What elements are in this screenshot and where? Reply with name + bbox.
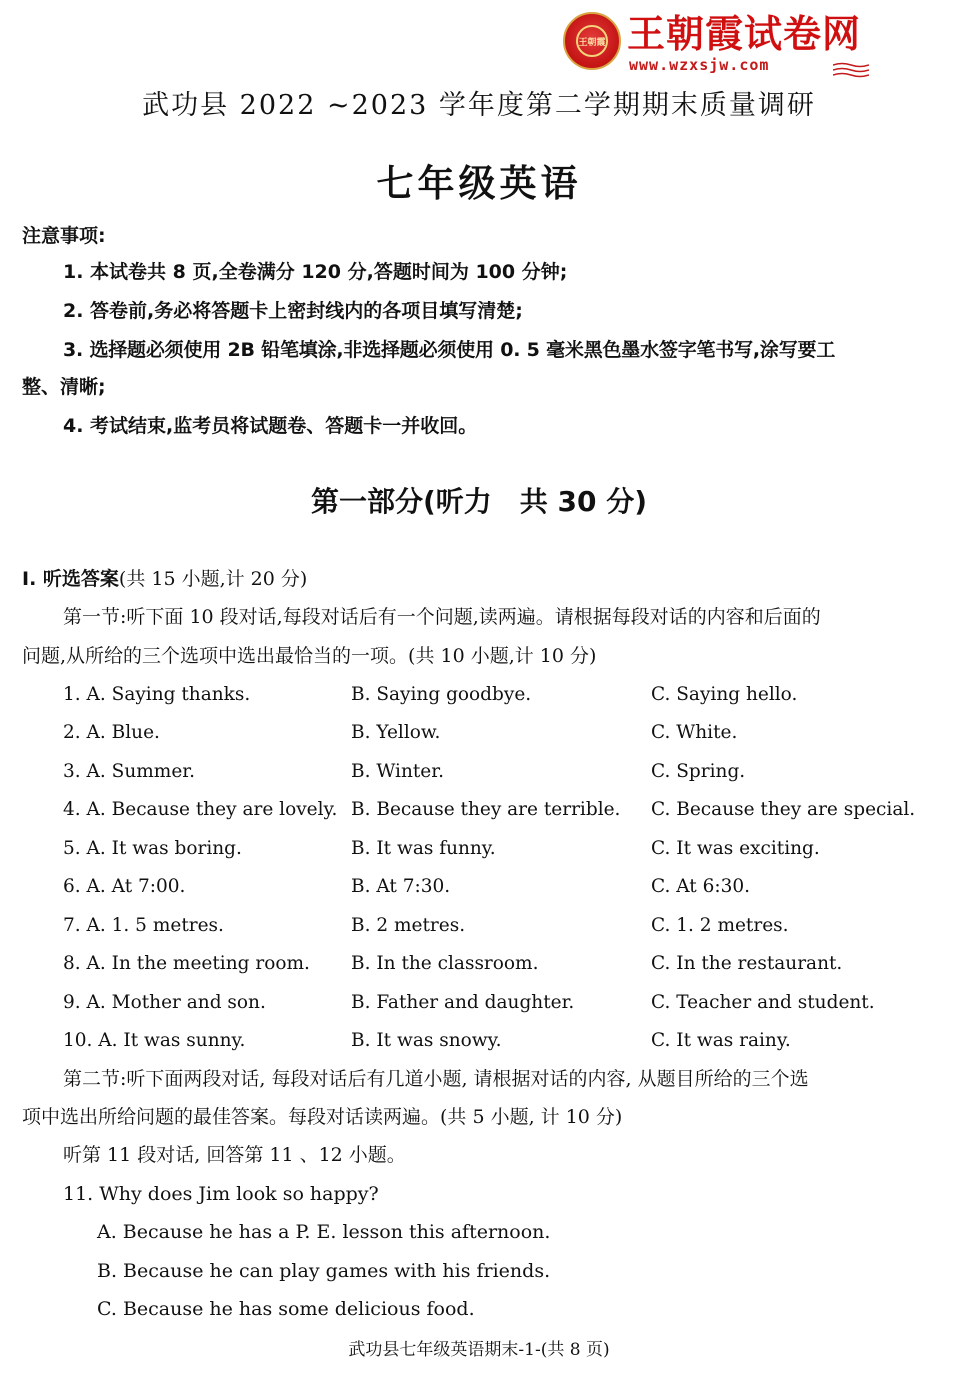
question-11-option-a: A. Because he has a P. E. lesson this afternoon. [97, 1221, 551, 1243]
question-row [0, 718, 958, 748]
question-row [0, 872, 958, 902]
option-a: 8. A. In the meeting room. [63, 953, 310, 974]
option-b: B. Saying goodbye. [351, 684, 532, 705]
exam-title: 武功县 2022 ~2023 学年度第二学期期末质量调研 [142, 90, 816, 121]
question-11-option-c: C. Because he has some delicious food. [97, 1298, 475, 1320]
logo-url: www.wzxsjw.com [629, 56, 770, 74]
option-a: 2. A. Blue. [63, 722, 160, 743]
option-c: C. At 6:30. [651, 876, 751, 897]
question-row [0, 834, 958, 864]
section-heading-bold: Ⅰ. 听选答案 [22, 568, 119, 590]
seal-text: 王朝霞 [576, 25, 608, 57]
option-b: B. Father and daughter. [351, 992, 575, 1013]
question-row [0, 757, 958, 787]
option-b: B. In the classroom. [351, 953, 539, 974]
page-footer: 武功县七年级英语期末-1-(共 8 页) [348, 1340, 610, 1360]
option-b: B. It was snowy. [351, 1030, 502, 1051]
subsection2-line-1: 第二节:听下面两段对话, 每段对话后有几道小题, 请根据对话的内容, 从题目所给的三个选 [63, 1068, 809, 1090]
question-11-stem: 11. Why does Jim look so happy? [63, 1183, 379, 1205]
notice-item-3-cont: 整、清晰; [22, 376, 106, 398]
question-row [0, 949, 958, 979]
question-row [0, 680, 958, 710]
subsection1-line-2: 问题,从所给的三个选项中选出最恰当的一项。(共 10 小题,计 10 分) [22, 645, 597, 667]
subsection1-line-1: 第一节:听下面 10 段对话,每段对话后有一个问题,读两遍。请根据每段对话的内容和后面的 [63, 606, 821, 628]
logo-name: 王朝霞试卷网 [627, 12, 862, 56]
option-a: 9. A. Mother and son. [63, 992, 266, 1013]
question-11-option-b: B. Because he can play games with his friends. [97, 1260, 551, 1282]
question-row [0, 988, 958, 1018]
option-c: C. In the restaurant. [651, 953, 843, 974]
site-logo [563, 12, 873, 74]
option-c: C. White. [651, 722, 738, 743]
option-b: B. 2 metres. [351, 915, 466, 936]
option-a: 1. A. Saying thanks. [63, 684, 251, 705]
option-a: 5. A. It was boring. [63, 838, 242, 859]
option-c: C. 1. 2 metres. [651, 915, 789, 936]
seal-emblem-icon [563, 12, 621, 70]
question-row [0, 911, 958, 941]
question-row [0, 795, 958, 825]
notice-item-3: 3. 选择题必须使用 2B 铅笔填涂,非选择题必须使用 0. 5 毫米黑色墨水签字笔书写,涂写要工 [63, 339, 836, 361]
wave-lines-icon [833, 62, 869, 78]
option-b: B. It was funny. [351, 838, 496, 859]
option-a: 10. A. It was sunny. [63, 1030, 246, 1051]
option-b: B. Because they are terrible. [351, 799, 621, 820]
option-c: C. It was rainy. [651, 1030, 791, 1051]
option-b: B. Winter. [351, 761, 444, 782]
option-b: B. Yellow. [351, 722, 441, 743]
option-c: C. Saying hello. [651, 684, 798, 705]
option-b: B. At 7:30. [351, 876, 451, 897]
notice-item-4: 4. 考试结束,监考员将试题卷、答题卡一并收回。 [63, 415, 478, 437]
option-a: 6. A. At 7:00. [63, 876, 186, 897]
part-one-title: 第一部分(听力 共 30 分) [310, 485, 648, 518]
option-c: C. Because they are special. [651, 799, 916, 820]
option-a: 3. A. Summer. [63, 761, 195, 782]
notice-heading: 注意事项: [22, 225, 106, 247]
subject-title: 七年级英语 [376, 162, 582, 205]
section-heading [22, 565, 307, 593]
dialogue-intro: 听第 11 段对话, 回答第 11 、12 小题。 [63, 1144, 406, 1166]
notice-item-1: 1. 本试卷共 8 页,全卷满分 120 分,答题时间为 100 分钟; [63, 261, 568, 283]
option-a: 4. A. Because they are lovely. [63, 799, 338, 820]
option-a: 7. A. 1. 5 metres. [63, 915, 224, 936]
notice-item-2: 2. 答卷前,务必将答题卡上密封线内的各项目填写清楚; [63, 300, 523, 322]
section-heading-rest: (共 15 小题,计 20 分) [118, 568, 308, 590]
question-row [0, 1026, 958, 1056]
subsection2-line-2: 项中选出所给问题的最佳答案。每段对话读两遍。(共 5 小题, 计 10 分) [22, 1106, 623, 1128]
option-c: C. Spring. [651, 761, 746, 782]
option-c: C. Teacher and student. [651, 992, 875, 1013]
option-c: C. It was exciting. [651, 838, 820, 859]
